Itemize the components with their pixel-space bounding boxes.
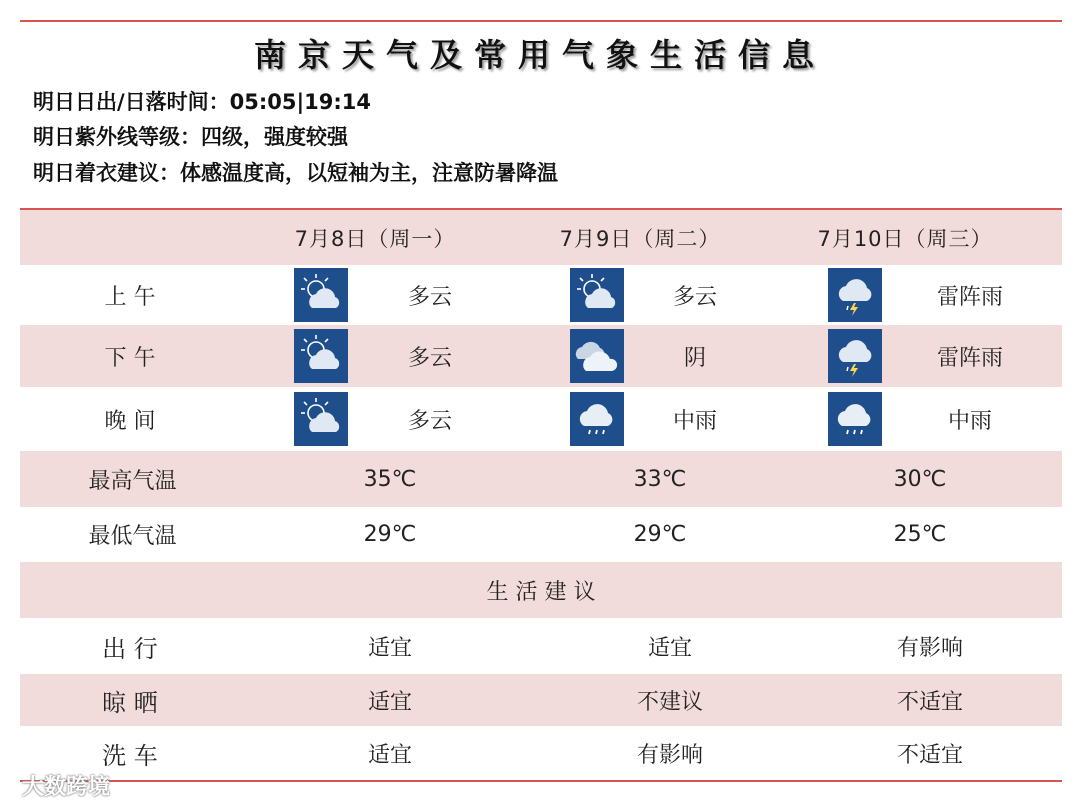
life-value: 不适宜 — [896, 689, 963, 715]
partly-cloudy-sun-icon — [294, 329, 348, 383]
life-advice-header: 生 活 建 议 — [486, 579, 596, 605]
life-label: 晾 晒 — [102, 688, 158, 717]
weather-text: 雷阵雨 — [936, 284, 1003, 310]
day-header-row — [20, 210, 1062, 265]
life-value: 不适宜 — [896, 742, 963, 768]
partly-cloudy-sun-icon — [570, 268, 624, 322]
life-value: 有影响 — [636, 742, 703, 768]
page-title: 南京天气及常用气象生活信息 — [253, 36, 826, 74]
sunrise-sunset-line — [33, 86, 371, 116]
period-row-afternoon — [20, 325, 1062, 387]
weather-text: 多云 — [407, 408, 452, 434]
max-temp-row — [20, 451, 1062, 507]
day-header-2: 7月9日（周二） — [559, 226, 721, 251]
sunrise-sunset-value: 05:05|19:14 — [229, 90, 372, 114]
weather-text: 多云 — [407, 345, 452, 371]
clothing-advice-line — [33, 157, 558, 187]
life-row-carwash — [20, 726, 1062, 780]
weather-text: 中雨 — [947, 408, 992, 434]
max-temp-label: 最高气温 — [88, 468, 177, 494]
life-value: 不建议 — [636, 689, 703, 715]
period-row-evening — [20, 387, 1062, 451]
life-value: 适宜 — [367, 742, 412, 768]
day-header-1: 7月8日（周一） — [294, 226, 456, 251]
weather-text: 多云 — [407, 284, 452, 310]
thunderstorm-icon — [828, 268, 882, 322]
min-temp-row — [20, 507, 1062, 562]
period-row-morning — [20, 265, 1062, 325]
life-value: 适宜 — [647, 635, 692, 661]
weather-text: 雷阵雨 — [936, 345, 1003, 371]
min-temp-label: 最低气温 — [88, 524, 177, 549]
life-label: 洗 车 — [102, 741, 158, 770]
temp-value: 35℃ — [363, 466, 417, 492]
weather-text: 中雨 — [672, 408, 717, 434]
bottom-rule — [20, 780, 1062, 782]
weather-text: 阴 — [683, 345, 706, 371]
uv-level-label: 明日紫外线等级： — [33, 125, 201, 149]
top-rule — [20, 20, 1062, 22]
day-header-3: 7月10日（周三） — [817, 226, 993, 251]
temp-value: 33℃ — [633, 466, 687, 492]
life-row-travel — [20, 618, 1062, 674]
temp-value: 29℃ — [363, 522, 417, 547]
overcast-clouds-icon — [570, 329, 624, 383]
temp-value: 30℃ — [893, 466, 947, 492]
clothing-advice-value: 体感温度高，以短袖为主，注意防暑降温 — [180, 161, 558, 185]
uv-level-value: 四级，强度较强 — [201, 125, 348, 149]
temp-value: 25℃ — [893, 522, 947, 547]
life-advice-header-row — [20, 562, 1062, 618]
rain-cloud-icon — [570, 392, 624, 446]
partly-cloudy-sun-icon — [294, 268, 348, 322]
clothing-advice-label: 明日着衣建议： — [33, 161, 180, 185]
thunderstorm-icon — [828, 329, 882, 383]
watermark-text: 大数跨境 — [22, 775, 111, 800]
life-row-drying — [20, 674, 1062, 726]
period-label: 晚 间 — [104, 408, 156, 434]
life-label: 出 行 — [102, 634, 158, 663]
period-label: 下 午 — [104, 345, 156, 371]
temp-value: 29℃ — [633, 522, 687, 547]
life-value: 适宜 — [367, 635, 412, 661]
rain-cloud-icon — [828, 392, 882, 446]
sunrise-sunset-label: 明日日出/日落时间： — [33, 90, 230, 114]
weather-text: 多云 — [672, 284, 717, 310]
life-value: 适宜 — [367, 689, 412, 715]
partly-cloudy-sun-icon — [294, 392, 348, 446]
uv-level-line — [33, 121, 348, 151]
life-value: 有影响 — [896, 635, 963, 661]
period-label: 上 午 — [104, 284, 156, 310]
